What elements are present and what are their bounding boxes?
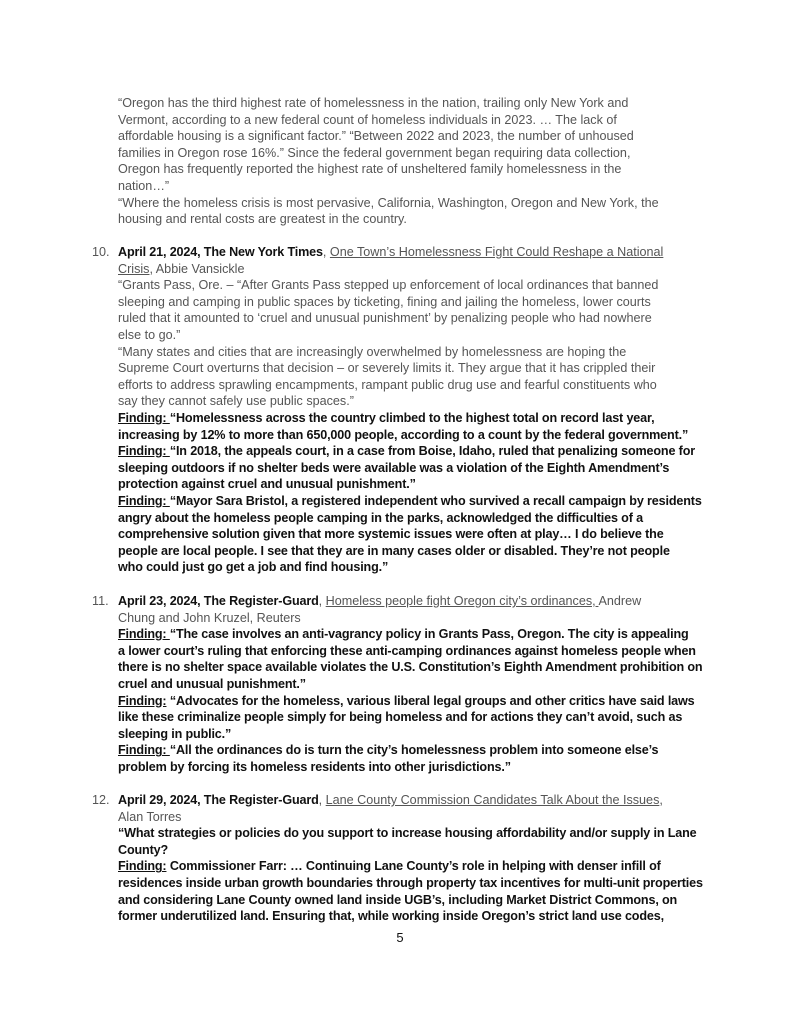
article-title-link[interactable]: Homeless people fight Oregon city’s ordinances, xyxy=(325,594,599,608)
intro-line: families in Oregon rose 16%.” Since the federal government began requiring data collection, xyxy=(118,145,631,160)
separator: , xyxy=(318,793,326,807)
finding-label: Finding: xyxy=(118,743,170,758)
author: Alan Torres xyxy=(118,809,182,824)
finding-text: angry about the homeless people camping in the parks, acknowledged the difficulties of a xyxy=(118,510,643,525)
question-text: “What strategies or policies do you support to increase housing affordability and/or supply in Lane xyxy=(118,826,697,841)
intro-line: affordable housing is a significant factor.” “Between 2022 and 2023, the number of unhoused xyxy=(118,129,634,144)
article-title-link[interactable]: Lane County Commission Candidates Talk About the Issues xyxy=(325,793,660,807)
finding-label: Finding: xyxy=(118,693,167,708)
finding-text: “Mayor Sara Bristol, a registered independent who survived a recall campaign by residents xyxy=(169,493,702,508)
finding-text: sleeping in public.” xyxy=(118,726,232,741)
author: , Abbie Vansickle xyxy=(149,261,245,276)
quote-line: “Grants Pass, Ore. – “After Grants Pass stepped up enforcement of local ordinances that banned xyxy=(118,278,659,293)
finding-text: “All the ordinances do is turn the city’s homelessness problem into someone else’s xyxy=(169,743,659,758)
finding-text: “Advocates for the homeless, various liberal legal groups and other critics have said laws xyxy=(166,693,695,708)
date-source: April 23, 2024, The Register-Guard xyxy=(118,594,319,608)
intro-line: “Where the homeless crisis is most pervasive, California, Washington, Oregon and New York, the xyxy=(118,195,659,210)
finding-text: and considering Lane County owned land inside UGB’s, including Market District Commons, on xyxy=(118,892,678,907)
finding-text: people are local people. I see that they are in many cases older or disabled. They’re not people xyxy=(118,543,670,558)
question-text: County? xyxy=(118,842,169,857)
date-source: April 29, 2024, The Register-Guard xyxy=(118,793,319,807)
page-number: 5 xyxy=(396,930,404,945)
finding-text: Commissioner Farr: … Continuing Lane County’s role in helping with denser infill of xyxy=(166,859,661,874)
list-number: 10. xyxy=(92,245,110,259)
finding-text: problem by forcing its homeless residents into other jurisdictions.” xyxy=(118,759,511,774)
finding-text: comprehensive solution given that more systemic issues were often at play… I do believe the xyxy=(118,527,664,542)
separator: , xyxy=(318,594,326,608)
author: , xyxy=(659,793,663,807)
intro-line: Oregon has frequently reported the highest rate of unsheltered family homelessness in the xyxy=(118,162,622,177)
list-number: 12. xyxy=(92,793,110,807)
quote-line: say they cannot safely use public spaces.” xyxy=(118,394,354,409)
article-title-link[interactable]: One Town’s Homelessness Fight Could Reshape a National xyxy=(329,245,664,259)
finding-label: Finding: xyxy=(118,493,170,508)
quote-line: sleeping and camping in public spaces by ticketing, fining and jailing the homeless, lower courts xyxy=(118,294,651,309)
date-source: April 21, 2024, The New York Times xyxy=(118,245,323,259)
quote-line: “Many states and cities that are increasingly overwhelmed by homelessness are hoping the xyxy=(118,344,627,359)
intro-line: “Oregon has the third highest rate of homelessness in the nation, trailing only New York and xyxy=(118,96,629,110)
intro-quote xyxy=(118,95,706,228)
quote-line: ruled that it amounted to ‘cruel and unusual punishment’ by penalizing people who had nowhere xyxy=(118,311,652,326)
intro-line: nation…” xyxy=(118,178,170,193)
finding-label: Finding: xyxy=(118,859,167,874)
finding-text: a lower court’s ruling that enforcing these anti-camping ordinances against homeless people when xyxy=(118,643,696,658)
finding-text: “Homelessness across the country climbed to the highest total on record last year, xyxy=(169,410,655,425)
list-item-10 xyxy=(118,244,706,576)
list-item-11 xyxy=(118,593,706,776)
list-item-12 xyxy=(118,792,706,925)
finding-text: former underutilized land. Ensuring that, while working inside Oregon’s strict land use codes, xyxy=(118,909,664,924)
article-title-link[interactable]: Crisis xyxy=(118,261,150,276)
intro-line: housing and rental costs are greatest in the country. xyxy=(118,212,407,227)
quote-line: Supreme Court overturns that decision – or severely limits it. They argue that it has crippled their xyxy=(118,361,656,376)
finding-text: like these criminalize people simply for being homeless and for actions they can’t avoid, such as xyxy=(118,710,683,725)
list-number: 11. xyxy=(92,594,109,608)
finding-text: who could just go get a job and find housing.” xyxy=(118,560,389,575)
finding-text: “In 2018, the appeals court, in a case from Boise, Idaho, ruled that penalizing someone for xyxy=(169,444,696,459)
finding-text: increasing by 12% to more than 650,000 people, according to a count by the federal government.” xyxy=(118,427,689,442)
author: Chung and John Kruzel, Reuters xyxy=(118,610,301,625)
finding-text: there is no shelter space available violates the U.S. Constitution’s Eighth Amendment prohibition on xyxy=(118,660,703,675)
finding-label: Finding: xyxy=(118,444,170,459)
finding-text: protection against cruel and unusual punishment.” xyxy=(118,477,416,492)
finding-label: Finding: xyxy=(118,627,170,642)
quote-line: else to go.” xyxy=(118,327,181,342)
separator: , xyxy=(322,245,330,259)
finding-text: “The case involves an anti-vagrancy policy in Grants Pass, Oregon. The city is appealing xyxy=(169,627,689,642)
author: Andrew xyxy=(598,594,642,608)
finding-label: Finding: xyxy=(118,410,170,425)
finding-text: cruel and unusual punishment.” xyxy=(118,676,306,691)
quote-line: efforts to address sprawling encampments, rampant public drug use and fearful constituents who xyxy=(118,377,657,392)
finding-text: sleeping outdoors if no shelter beds were available was a violation of the Eighth Amendment’s xyxy=(118,460,670,475)
finding-text: residences inside urban growth boundaries through property tax incentives for multi-unit properties xyxy=(118,875,703,890)
intro-line: Vermont, according to a new federal count of homeless individuals in 2023. … The lack of xyxy=(118,112,617,127)
